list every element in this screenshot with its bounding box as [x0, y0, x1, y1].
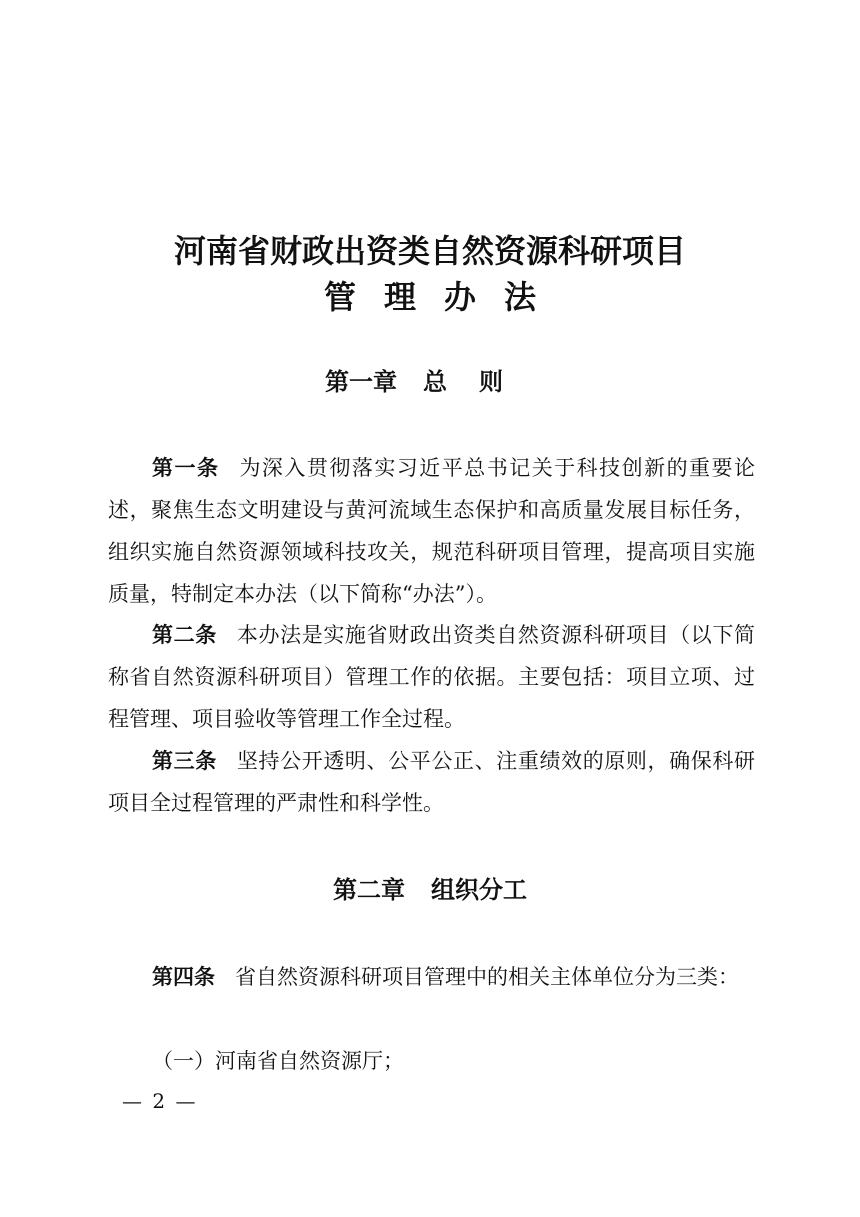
list-item-text: （一）河南省自然资源厅；	[152, 1049, 404, 1073]
article-paragraph	[108, 614, 755, 740]
article-label: 第三条	[152, 748, 217, 773]
article-text: 省自然资源科研项目管理中的相关主体单位分为三类：	[235, 965, 739, 989]
article-label: 第四条	[152, 964, 215, 989]
article-label: 第二条	[152, 622, 217, 647]
document-title: 河南省财政出资类自然资源科研项目	[173, 232, 686, 270]
article-text: 坚持公开透明、公平公正、注重绩效的原则，确保科研项目全过程管理的严肃性和科学性。	[108, 749, 756, 815]
article-paragraph	[108, 447, 755, 615]
chapter-heading-1	[0, 366, 860, 398]
chapter-number: 第一章	[325, 367, 397, 396]
article-paragraph	[108, 956, 755, 998]
chapter-heading-2	[0, 874, 860, 906]
article-label: 第一条	[152, 455, 220, 480]
chapter-number: 第二章	[333, 875, 405, 904]
page-number: — 2 —	[122, 1089, 198, 1113]
list-item	[108, 1040, 755, 1082]
article-paragraph	[108, 740, 755, 824]
document-subtitle: 管理办法	[323, 278, 564, 316]
article-text: 为深入贯彻落实习近平总书记关于科技创新的重要论述，聚焦生态文明建设与黄河流域生态保护和高质量发展目标任务，组织实施自然资源领域科技攻关，规范科研项目管理，提高项目实施质量，特制定本办法（以下简称“办法”）。	[108, 456, 756, 606]
article-text: 本办法是实施省财政出资类自然资源科研项目（以下简称省自然资源科研项目）管理工作的依据。主要包括：项目立项、过程管理、项目验收等管理工作全过程。	[108, 623, 756, 731]
chapter-name: 总则	[423, 367, 535, 396]
chapter-name: 组织分工	[431, 875, 527, 904]
